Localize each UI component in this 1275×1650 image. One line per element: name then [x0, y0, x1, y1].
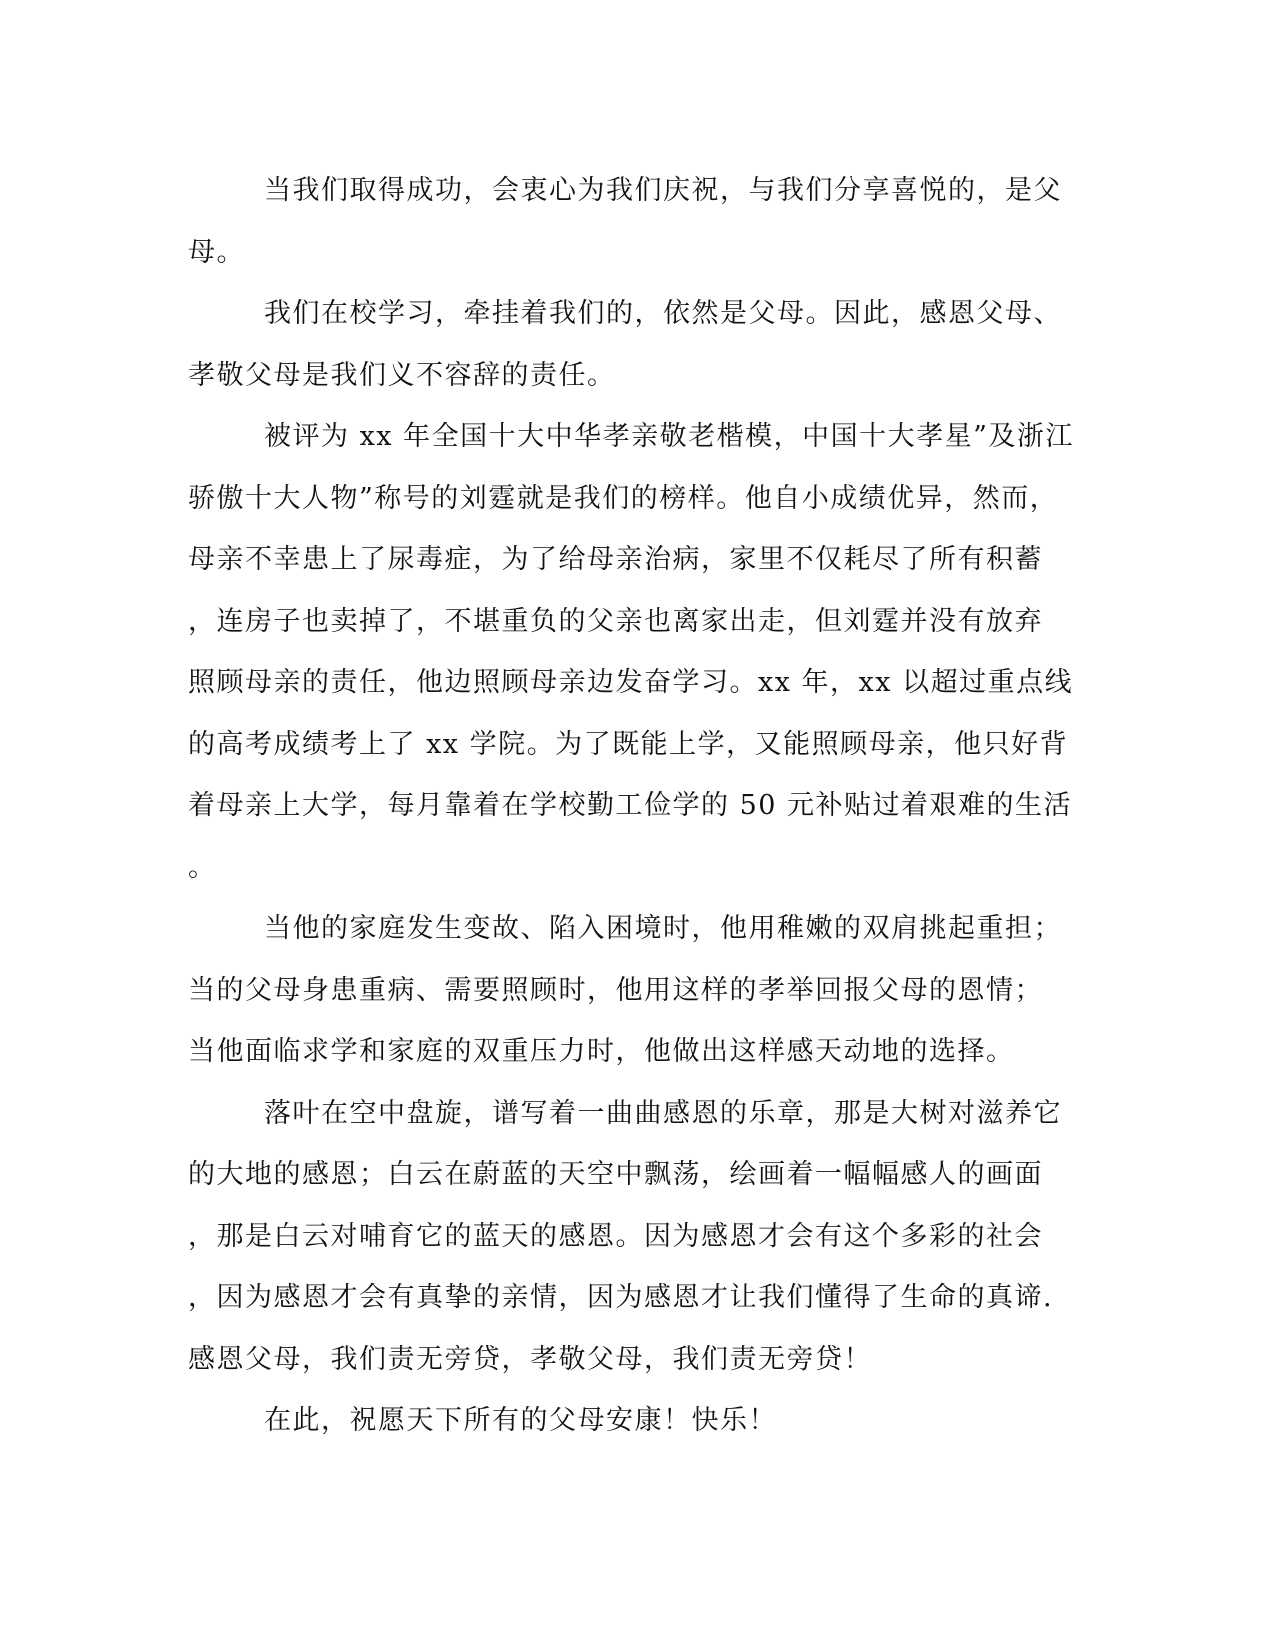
paragraph-line: 我们在校学习，牵挂着我们的，依然是父母。因此，感恩父母、	[264, 298, 1062, 329]
paragraph-line: 骄傲十大人物”称号的刘霆就是我们的榜样。他自小成绩优异，然而，	[188, 482, 1059, 514]
paragraph-line: 着母亲上大学，每月靠着在学校勤工俭学的 50 元补贴过着艰难的生活	[188, 790, 1073, 821]
paragraph-line: 母亲不幸患上了尿毒症，为了给母亲治病，家里不仅耗尽了所有积蓄	[188, 544, 1043, 575]
paragraph-1	[188, 160, 1078, 283]
paragraph-3	[188, 406, 1078, 898]
paragraph-line: 当的父母身患重病、需要照顾时，他用这样的孝举回报父母的恩情；	[188, 974, 1043, 1006]
paragraph-line: 在此，祝愿天下所有的父母安康！快乐！	[264, 1405, 777, 1436]
document-body	[188, 160, 1078, 1452]
paragraph-6	[188, 1390, 1078, 1452]
paragraph-line: 母。	[188, 236, 245, 268]
paragraph-line: 当他面临求学和家庭的双重压力时，他做出这样感天动地的选择。	[188, 1036, 1015, 1067]
paragraph-4	[188, 898, 1078, 1083]
paragraph-line: ，那是白云对哺育它的蓝天的感恩。因为感恩才会有这个多彩的社会	[188, 1220, 1043, 1252]
paragraph-line: 感恩父母，我们责无旁贷，孝敬父母，我们责无旁贷！	[188, 1343, 872, 1375]
paragraph-line: ，连房子也卖掉了，不堪重负的父亲也离家出走，但刘霆并没有放弃	[188, 605, 1043, 637]
paragraph-line: 落叶在空中盘旋，谱写着一曲曲感恩的乐章，那是大树对滋养它	[264, 1097, 1062, 1129]
paragraph-line: 被评为 xx 年全国十大中华孝亲敬老楷模，中国十大孝星”及浙江	[264, 421, 1074, 452]
paragraph-line: 的大地的感恩；白云在蔚蓝的天空中飘荡，绘画着一幅幅感人的画面	[188, 1159, 1043, 1190]
paragraph-2	[188, 283, 1078, 406]
paragraph-line: 当我们取得成功，会衷心为我们庆祝，与我们分享喜悦的，是父	[264, 175, 1062, 206]
paragraph-line: 当他的家庭发生变故、陷入困境时，他用稚嫩的双肩挑起重担；	[264, 913, 1062, 944]
paragraph-line: 。	[188, 851, 217, 883]
paragraph-line: ，因为感恩才会有真挚的亲情，因为感恩才让我们懂得了生命的真谛.	[188, 1282, 1054, 1313]
paragraph-line: 的高考成绩考上了 xx 学院。为了既能上学，又能照顾母亲，他只好背	[188, 728, 1069, 760]
paragraph-line: 照顾母亲的责任，他边照顾母亲边发奋学习。xx 年，xx 以超过重点线	[188, 667, 1074, 698]
paragraph-5	[188, 1083, 1078, 1391]
paragraph-line: 孝敬父母是我们义不容辞的责任。	[188, 359, 616, 391]
